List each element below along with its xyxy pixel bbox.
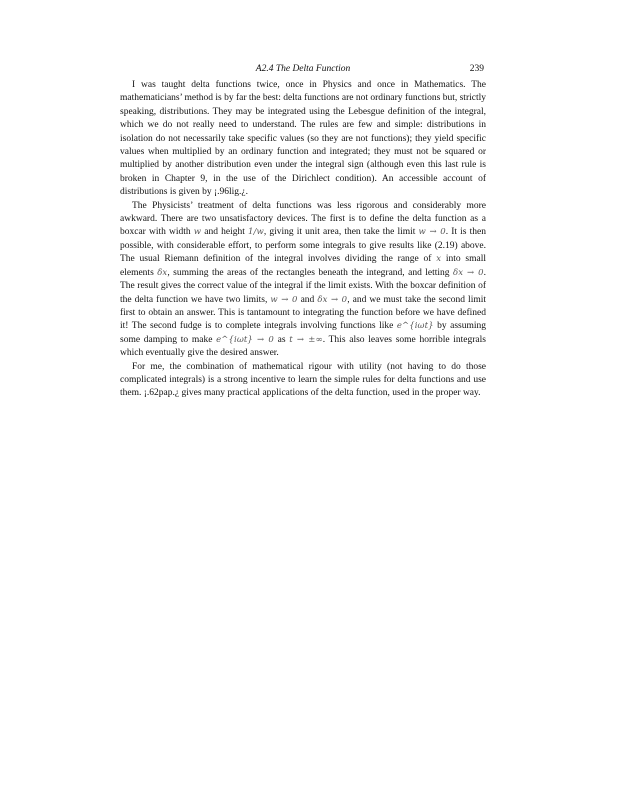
paragraph-text: . It is then possible, with considerable effort, to perform some integrals to give results like (2.19) above. The usual Riemann definition of the integral involves dividing the range of	[120, 227, 486, 265]
book-page	[120, 62, 486, 401]
inline-math: δx → 0	[317, 294, 348, 305]
inline-math: w → 0	[418, 227, 446, 238]
inline-math: t → ±∞	[289, 334, 323, 345]
paragraph-text: I was taught delta functions twice, once in Physics and once in Mathematics. The mathematicians’ method is by far the best: delta functions are not ordinary functions but, strictly speaking, distributions. They may be integrated using the Lebesgue definition of the integral, which we do not really need to understand. The rules are few and simple: distributions in isolation do not necessarily take specific values (so they are not functions); they yield specific values when multiplied by an ordinary function and integrated; they must not be squared or multiplied by another distribution even under the integral sign (although even this last rule is broken in Chapter 9, in the use of the Dirichlect condition). An accessible account of distributions is given by ¡.96lig.¿.	[120, 80, 486, 198]
paragraph-text: and	[297, 294, 318, 305]
paragraph	[120, 79, 486, 200]
paragraph-text: , summing the areas of the rectangles beneath the integrand, and letting	[167, 267, 454, 278]
running-head	[120, 62, 486, 76]
paragraph-text: For me, the combination of mathematical rigour with utility (not having to do those complicated integrals) is a strong incentive to learn the simple rules for delta functions and use them. ¡.62pap.¿ gives many practical applications of the delta function, used in the proper way.	[120, 361, 486, 399]
inline-math: δx	[157, 267, 168, 278]
paragraph-text: . This also leaves some horrible integrals which eventually give the desired answer.	[120, 334, 486, 359]
paragraph-text: by assuming some damping to make	[120, 321, 487, 345]
inline-math: e^{iωt}	[396, 321, 434, 332]
inline-math: w	[193, 227, 202, 238]
inline-math: e^{iωt} → 0	[216, 334, 274, 345]
inline-math: δx → 0	[453, 267, 484, 278]
inline-math: x	[436, 254, 442, 265]
paragraph-text: , and we must take the second limit first to obtain an answer. This is tantamount to integrating the function before we have defined it! The second fudge is to complete integrals involving functions like	[120, 294, 487, 332]
paragraph-text: and height	[201, 227, 248, 238]
paragraph-text: The Physicists’ treatment of delta functions was less rigorous and considerably more awkward. There are two unsatisfactory devices. The first is to define the delta function as a boxcar with width	[120, 200, 486, 238]
paragraph-text: as	[273, 334, 290, 345]
paragraph-text: into small elements	[120, 254, 486, 278]
paragraph-text: , giving it unit area, then take the limit	[263, 227, 419, 238]
running-title: A2.4 The Delta Function	[255, 64, 351, 74]
paragraph	[120, 361, 486, 401]
inline-math: 1/w	[247, 227, 264, 238]
body-text	[120, 79, 486, 401]
paragraph-text: . The result gives the correct value of the integral if the limit exists. With the boxcar definition of the delta function we have two limits,	[120, 267, 486, 305]
page-number: 239	[469, 64, 484, 74]
inline-math: w → 0	[270, 294, 298, 305]
paragraph	[120, 200, 486, 361]
